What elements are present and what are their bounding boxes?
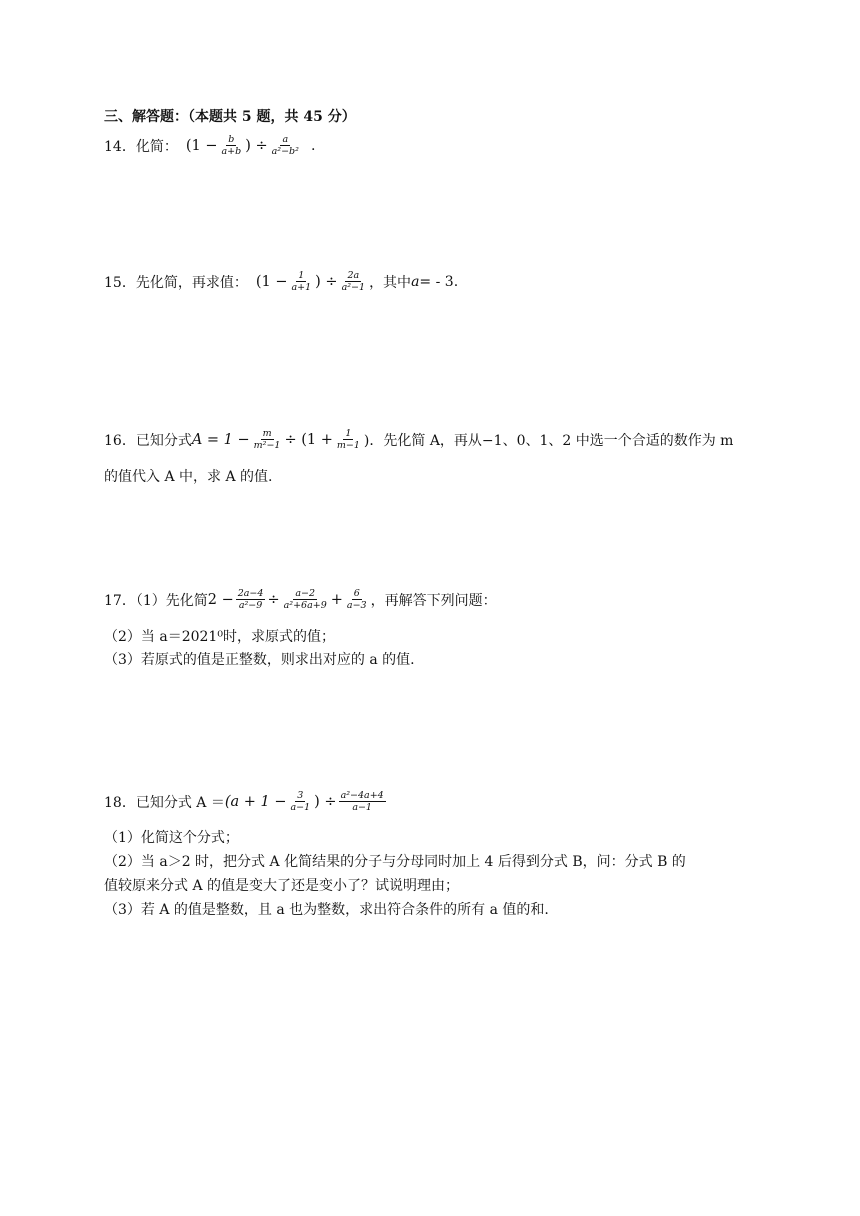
- q18-frac1-num: 3: [297, 790, 304, 801]
- q15-fraction-2: [340, 270, 367, 293]
- question-16: [104, 428, 733, 451]
- question-14-label: 14．化简：: [104, 138, 178, 155]
- q17-two: 2 −: [207, 591, 234, 608]
- q17-frac3-num: 6: [353, 588, 360, 599]
- question-15-label: 15．先化简，再求值：: [104, 274, 248, 291]
- q15-variable: a: [411, 273, 420, 290]
- question-18-part-3: （3）若 A 的值是整数，且 a 也为整数，求出符合条件的所有 a 值的和.: [104, 902, 549, 918]
- question-17-part-2: （2）当 a＝2021⁰时，求原式的值；: [104, 629, 335, 645]
- q15-close-div: ) ÷: [315, 273, 338, 290]
- q18-fraction-1: [288, 790, 312, 813]
- q17-div: ÷: [267, 591, 280, 608]
- question-16-line-2: 的值代入 A 中，求 A 的值.: [104, 469, 273, 485]
- q16-fraction-2: [335, 428, 362, 451]
- q18-close-div: ) ÷: [314, 793, 337, 810]
- q17-frac3-den: a−3: [346, 600, 367, 611]
- q15-fraction-1: [289, 270, 313, 293]
- q14-open: (1 −: [185, 137, 218, 154]
- q14-frac2-num: a: [282, 134, 289, 145]
- q15-frac1-den: a+1: [291, 282, 312, 293]
- section-title: 三、解答题：（本题共 5 题，共 45 分）: [104, 109, 356, 125]
- q16-frac2-num: 1: [345, 428, 352, 439]
- q14-frac2-den: a²−b²: [271, 146, 299, 157]
- question-18-part-1: （1）化简这个分式；: [104, 830, 239, 846]
- q18-frac2-num: a²−4a+4: [340, 790, 384, 801]
- question-14: [104, 134, 315, 157]
- q16-frac2-den: m−1: [336, 440, 360, 451]
- q16-tail: )．先化简 A，再从−1、0、1、2 中选一个合适的数作为 m: [363, 432, 734, 449]
- question-18-part-2: （2）当 a＞2 时，把分式 A 化简结果的分子与分母同时加上 4 后得到分式 B，问：分式 B 的: [104, 854, 686, 870]
- q15-open: (1 −: [255, 273, 288, 290]
- q14-end: .: [310, 137, 316, 154]
- q16-frac1-num: m: [262, 428, 272, 439]
- question-18-part-2-cont: 值较原来分式 A 的值是变大了还是变小了？试说明理由；: [104, 878, 460, 894]
- q14-frac1-num: b: [228, 134, 235, 145]
- q17-frac2-den: a²+6a+9: [283, 600, 327, 611]
- q17-plus: +: [330, 591, 343, 608]
- q17-frac1-num: 2a−4: [237, 588, 264, 599]
- q17-fraction-3: [345, 588, 369, 611]
- q17-fraction-2: [282, 588, 329, 611]
- q14-close-div: ) ÷: [245, 137, 268, 154]
- q16-expr-a: A = 1 −: [191, 431, 250, 448]
- question-17-label: 17．（1）先化简: [104, 592, 208, 609]
- q17-frac2-num: a−2: [295, 588, 315, 599]
- question-15: [104, 270, 458, 293]
- question-18: [104, 790, 388, 813]
- q14-fraction-2: [270, 134, 301, 157]
- q16-frac1-den: m²−1: [253, 440, 281, 451]
- question-17: [104, 588, 497, 611]
- q14-fraction-1: [219, 134, 243, 157]
- q15-frac2-den: a²−1: [341, 282, 366, 293]
- q16-fraction-1: [252, 428, 283, 451]
- q15-frac1-num: 1: [298, 270, 305, 281]
- q15-tail-1: ，其中: [369, 274, 412, 291]
- question-18-label: 18．已知分式 A ＝: [104, 794, 225, 811]
- q17-tail: ，再解答下列问题：: [370, 592, 497, 609]
- q15-frac2-num: 2a: [347, 270, 360, 281]
- q18-frac1-den: a−1: [290, 802, 311, 813]
- q14-frac1-den: a+b: [221, 146, 242, 157]
- q18-frac2-den: a−1: [352, 802, 372, 813]
- q17-fraction-1: [236, 588, 266, 611]
- q16-mid: ÷ (1 +: [284, 431, 333, 448]
- q17-frac1-den: a²−9: [238, 600, 263, 611]
- q18-open: (a + 1 −: [224, 793, 287, 810]
- q15-tail-2: = ‑ 3.: [419, 273, 459, 290]
- question-16-label: 16．已知分式: [104, 432, 192, 449]
- q18-fraction-2: [339, 790, 386, 813]
- question-17-part-3: （3）若原式的值是正整数，则求出对应的 a 的值.: [104, 652, 415, 668]
